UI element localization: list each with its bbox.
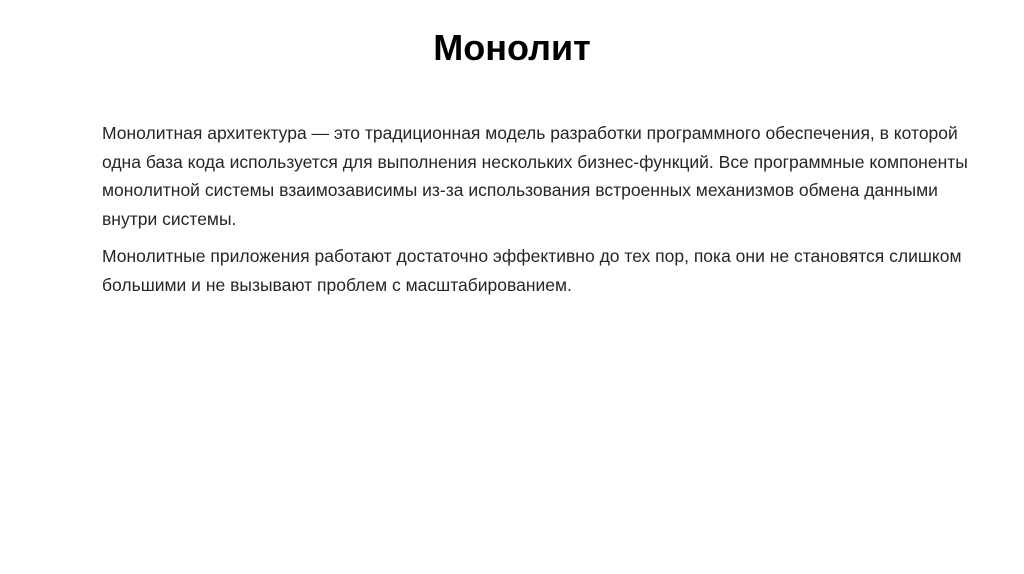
paragraph-architecture-definition: Монолитная архитектура — это традиционная модель разработки программного обеспечения, в которой одна база кода используется для выполнения нескольких бизнес-функций. Все программные компоненты монолитной системы взаимозависимы из-за использования встроенных механизмов обмена данными внутри системы. xyxy=(102,123,968,229)
paragraph-scaling-note: Монолитные приложения работают достаточно эффективно до тех пор, пока они не становятся слишком большими и не вызывают проблем с масштабированием. xyxy=(102,246,962,295)
slide-body xyxy=(102,119,992,308)
slide-title: Монолит xyxy=(433,27,591,68)
